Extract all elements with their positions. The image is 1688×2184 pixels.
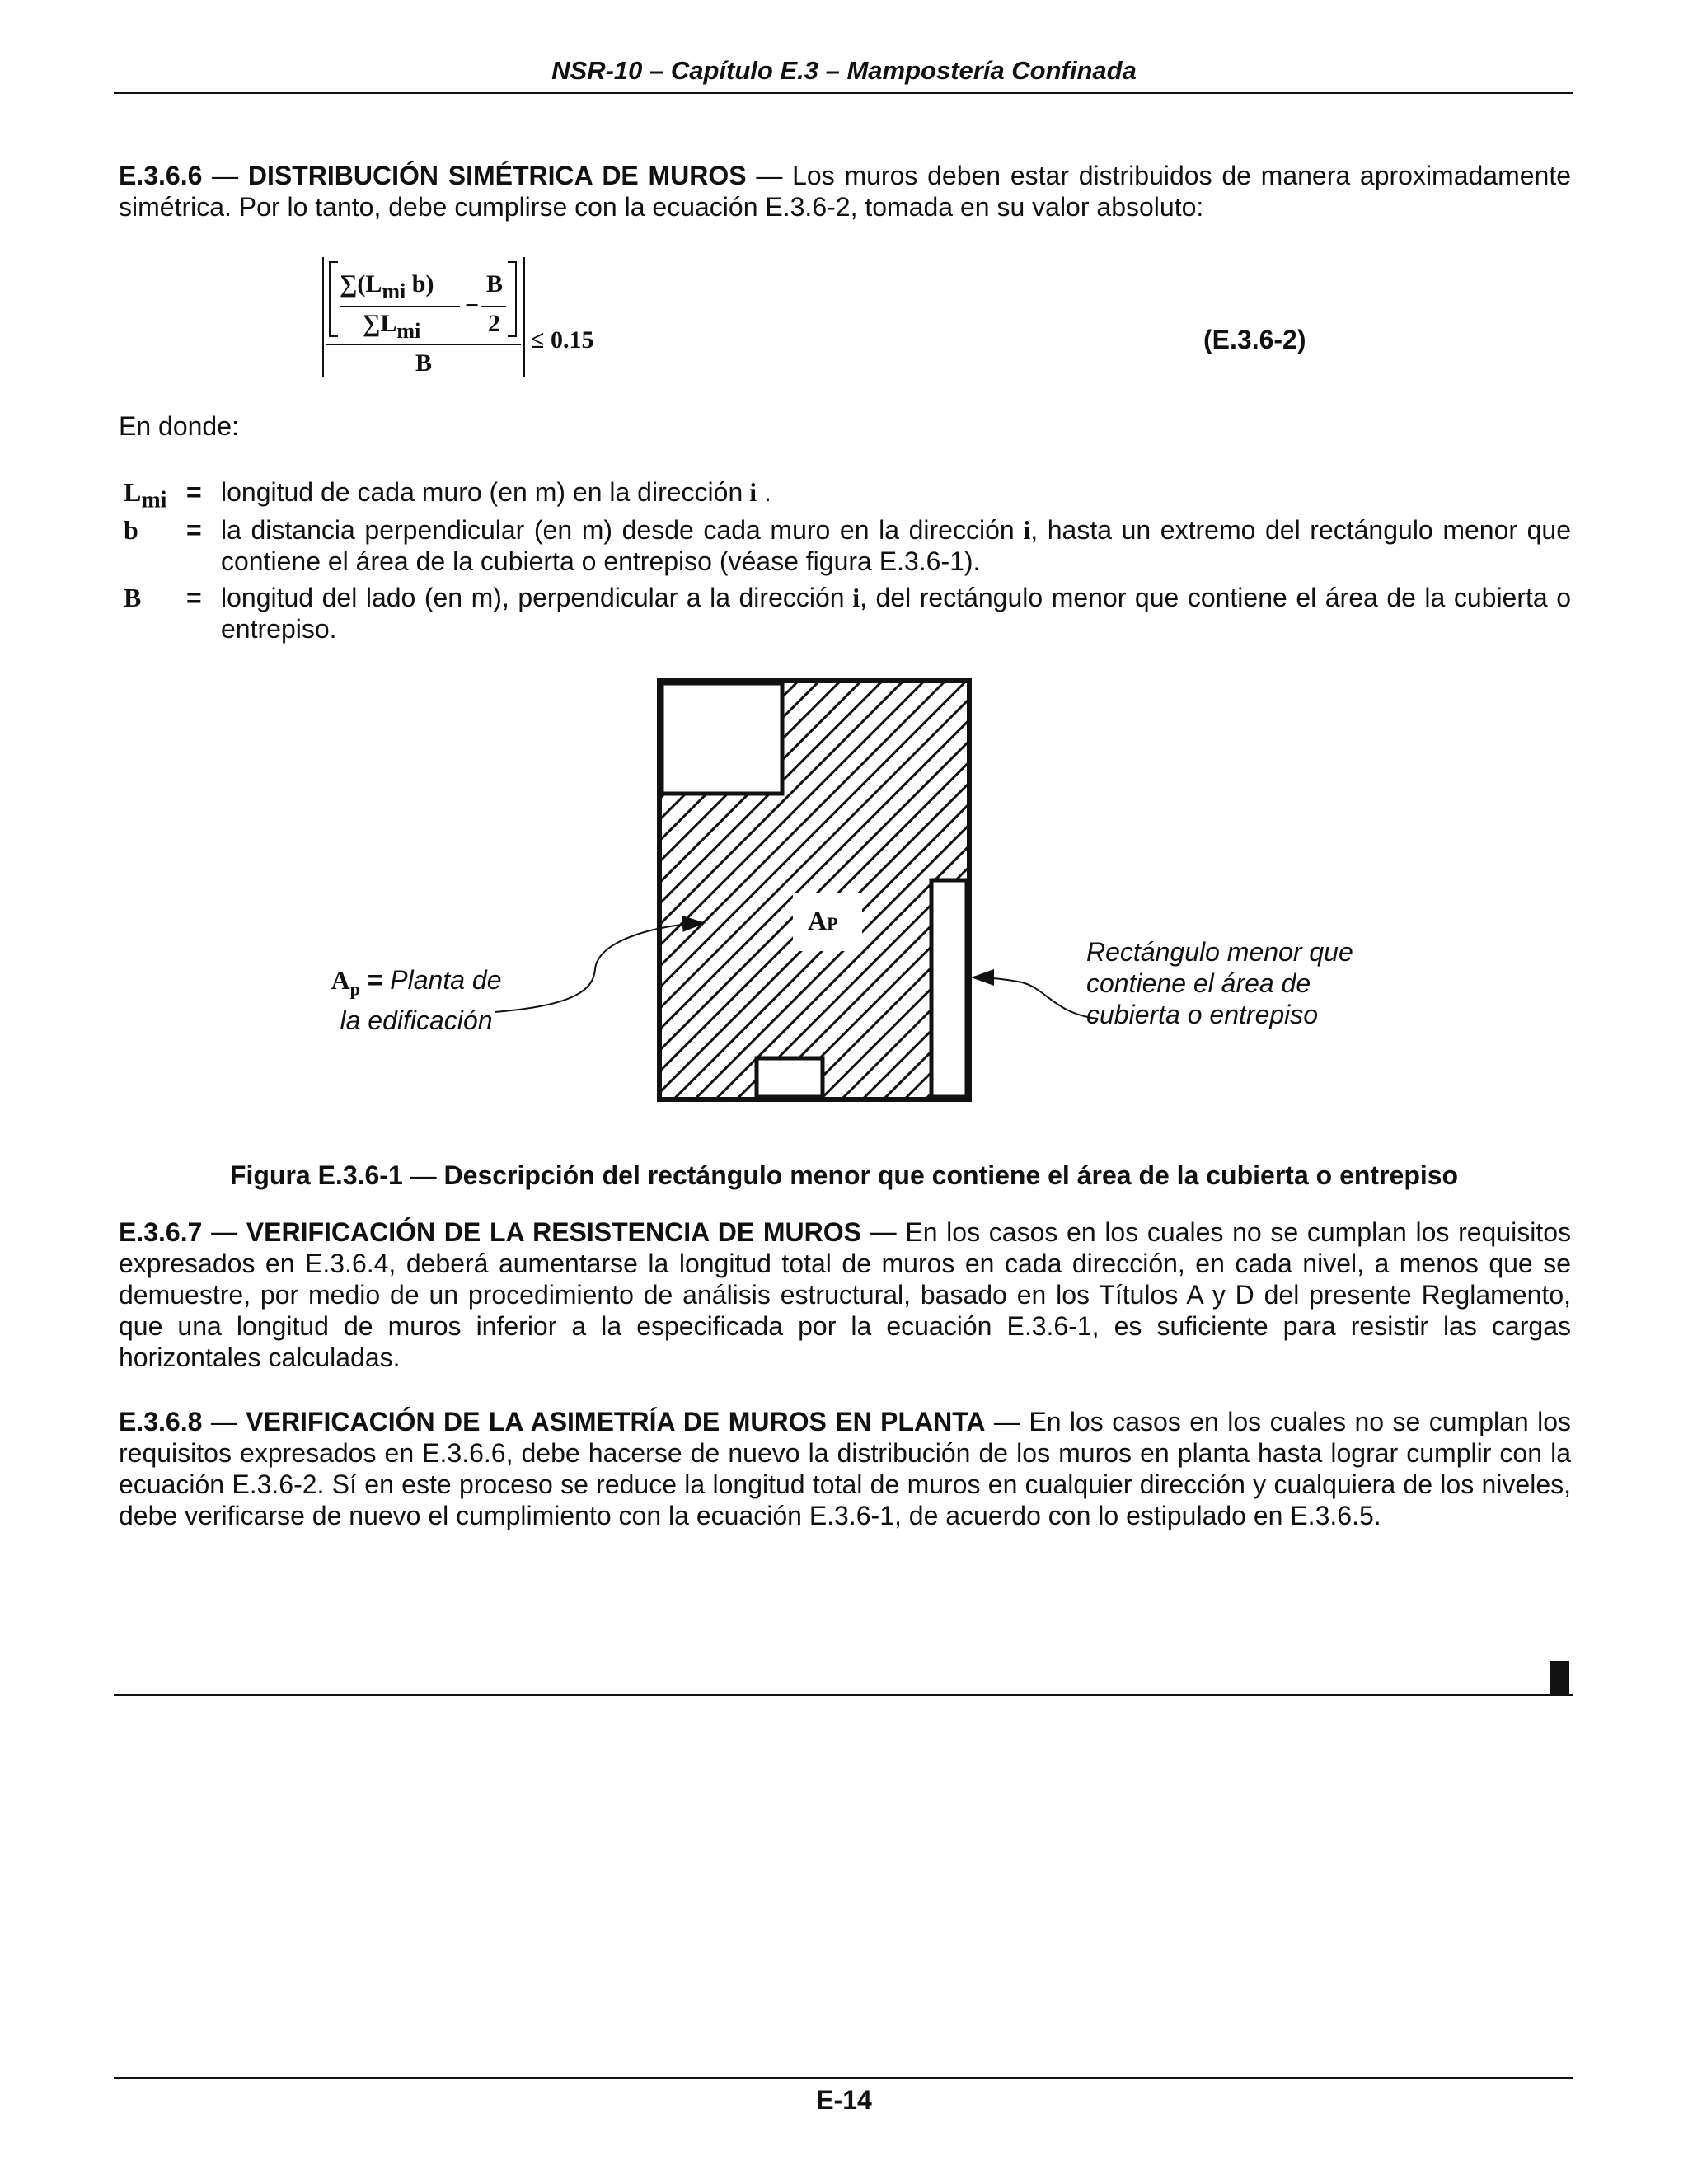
left-label-symbol: $A_p$ bbox=[331, 965, 360, 1000]
definition-equals: = bbox=[186, 515, 202, 545]
right-label: Rectángulo menor que contiene el área de cubierta o entrepiso bbox=[1086, 937, 1353, 1029]
eq-two: 2 bbox=[488, 310, 500, 337]
section-dash: — bbox=[212, 161, 239, 190]
section-e368 bbox=[119, 1406, 1571, 1531]
eq-sum-symbol: ∑ bbox=[363, 310, 381, 337]
eq-num-inner: (L bbox=[357, 270, 382, 298]
definition-equals: = bbox=[186, 477, 202, 507]
equation-number: (E.3.6-2) bbox=[1203, 325, 1306, 354]
section-title: VERIFICACIÓN DE LA RESISTENCIA DE MUROS bbox=[246, 1217, 861, 1247]
header-rule bbox=[114, 92, 1573, 94]
section-title: VERIFICACIÓN DE LA ASIMETRÍA DE MUROS EN PLANTA bbox=[246, 1407, 986, 1436]
eq-den-inner: L bbox=[380, 310, 397, 337]
eq-b-bottom: B bbox=[415, 349, 433, 377]
definition-symbol: b bbox=[124, 515, 138, 545]
section-number: E.3.6.6 bbox=[119, 161, 203, 190]
leader-right bbox=[974, 977, 1098, 1019]
definition-text: la distancia perpendicular (en m) desde cada muro en la dirección i, hasta un extremo del rectángulo menor que contiene el área de la cubierta o entrepiso (véase figura E.3.6-1). bbox=[221, 515, 1571, 576]
page-number: E-14 bbox=[816, 2085, 872, 2115]
page-header: NSR-10 – Capítulo E.3 – Mampostería Confinada bbox=[551, 56, 1137, 85]
section-text: Los muros deben estar distribuidos de manera aproximadamente simétrica. Por lo tanto, debe cumplirse con la ecuación E.3.6-2, tomada en su valor absoluto: bbox=[119, 161, 1572, 222]
section-title: DISTRIBUCIÓN SIMÉTRICA DE MUROS bbox=[247, 161, 747, 190]
eq-denominator bbox=[363, 310, 420, 343]
where-label: En donde: bbox=[119, 411, 239, 441]
figure-caption: Figura E.3.6-1 — Descripción del rectángulo menor que contiene el área de la cubierta o entrepiso bbox=[229, 1160, 1459, 1190]
definition-symbol: B bbox=[124, 583, 142, 612]
cutout-top-left bbox=[662, 683, 782, 794]
eq-num-sub: mi bbox=[382, 279, 406, 303]
eq-den-sub: mi bbox=[396, 319, 421, 343]
figure-e361 bbox=[0, 659, 1688, 1121]
content-end-rule bbox=[114, 1694, 1573, 1696]
section-dash: — bbox=[870, 1217, 897, 1247]
cutout-right bbox=[931, 880, 967, 1097]
section-e366 bbox=[119, 160, 1571, 223]
eq-b-top: B bbox=[486, 270, 504, 298]
definition-equals: = bbox=[186, 583, 202, 612]
left-label: $A_p$ = Planta de la edificación bbox=[331, 965, 502, 1036]
section-e367 bbox=[119, 1216, 1571, 1373]
section-dash: — bbox=[756, 161, 783, 190]
section-text: En los casos en los cuales no se cumplan los requisitos expresados en E.3.6.6, debe hacerse de nuevo la distribución de los muros en planta hasta lograr cumplir con la ecuación E.3.6-2. Sí en este proceso se reduce la longitud total de muros en cualquier dirección y cualquiera de los niveles, debe verificarse de nuevo el cumplimiento con la ecuación E.3.6-1, de acuerdo con lo estipulado en E.3.6.5. bbox=[119, 1407, 1572, 1530]
section-dash: — bbox=[993, 1407, 1020, 1436]
end-of-section-mark bbox=[1550, 1661, 1569, 1696]
eq-leq: ≤ 0.15 bbox=[531, 326, 594, 354]
section-number: E.3.6.7 bbox=[119, 1217, 203, 1247]
cutout-bottom bbox=[757, 1058, 823, 1097]
eq-sum-symbol: ∑ bbox=[340, 270, 358, 298]
figure-drawing bbox=[0, 659, 1688, 1121]
ap-label: AP bbox=[808, 906, 838, 935]
definition-text: longitud de cada muro (en m) en la dirección i . bbox=[221, 477, 771, 507]
eq-num-close: b) bbox=[406, 270, 434, 298]
eq-minus: − bbox=[465, 292, 480, 319]
eq-numerator bbox=[340, 270, 434, 303]
definition-symbol: $L_{mi}$ bbox=[124, 477, 167, 513]
footer-rule bbox=[114, 2077, 1573, 2079]
section-number: E.3.6.8 bbox=[119, 1407, 203, 1436]
section-text: En los casos en los cuales no se cumplan los requisitos expresados en E.3.6.4, deberá aumentarse la longitud total de muros en cada dirección, en cada nivel, a menos que se demuestre, por medio de un procedimiento de análisis estructural, basado en los Títulos A y D del presente Reglamento, que una longitud de muros inferior a la especificada por la ecuación E.3.6-1, es suficiente para resistir las cargas horizontales calculadas. bbox=[119, 1217, 1572, 1372]
equation-e362 bbox=[313, 255, 709, 379]
section-dash: — bbox=[211, 1217, 238, 1247]
section-dash: — bbox=[210, 1407, 237, 1436]
definition-text: longitud del lado (en m), perpendicular a la dirección i, del rectángulo menor que contiene el área de la cubierta o entrepiso. bbox=[221, 583, 1572, 644]
